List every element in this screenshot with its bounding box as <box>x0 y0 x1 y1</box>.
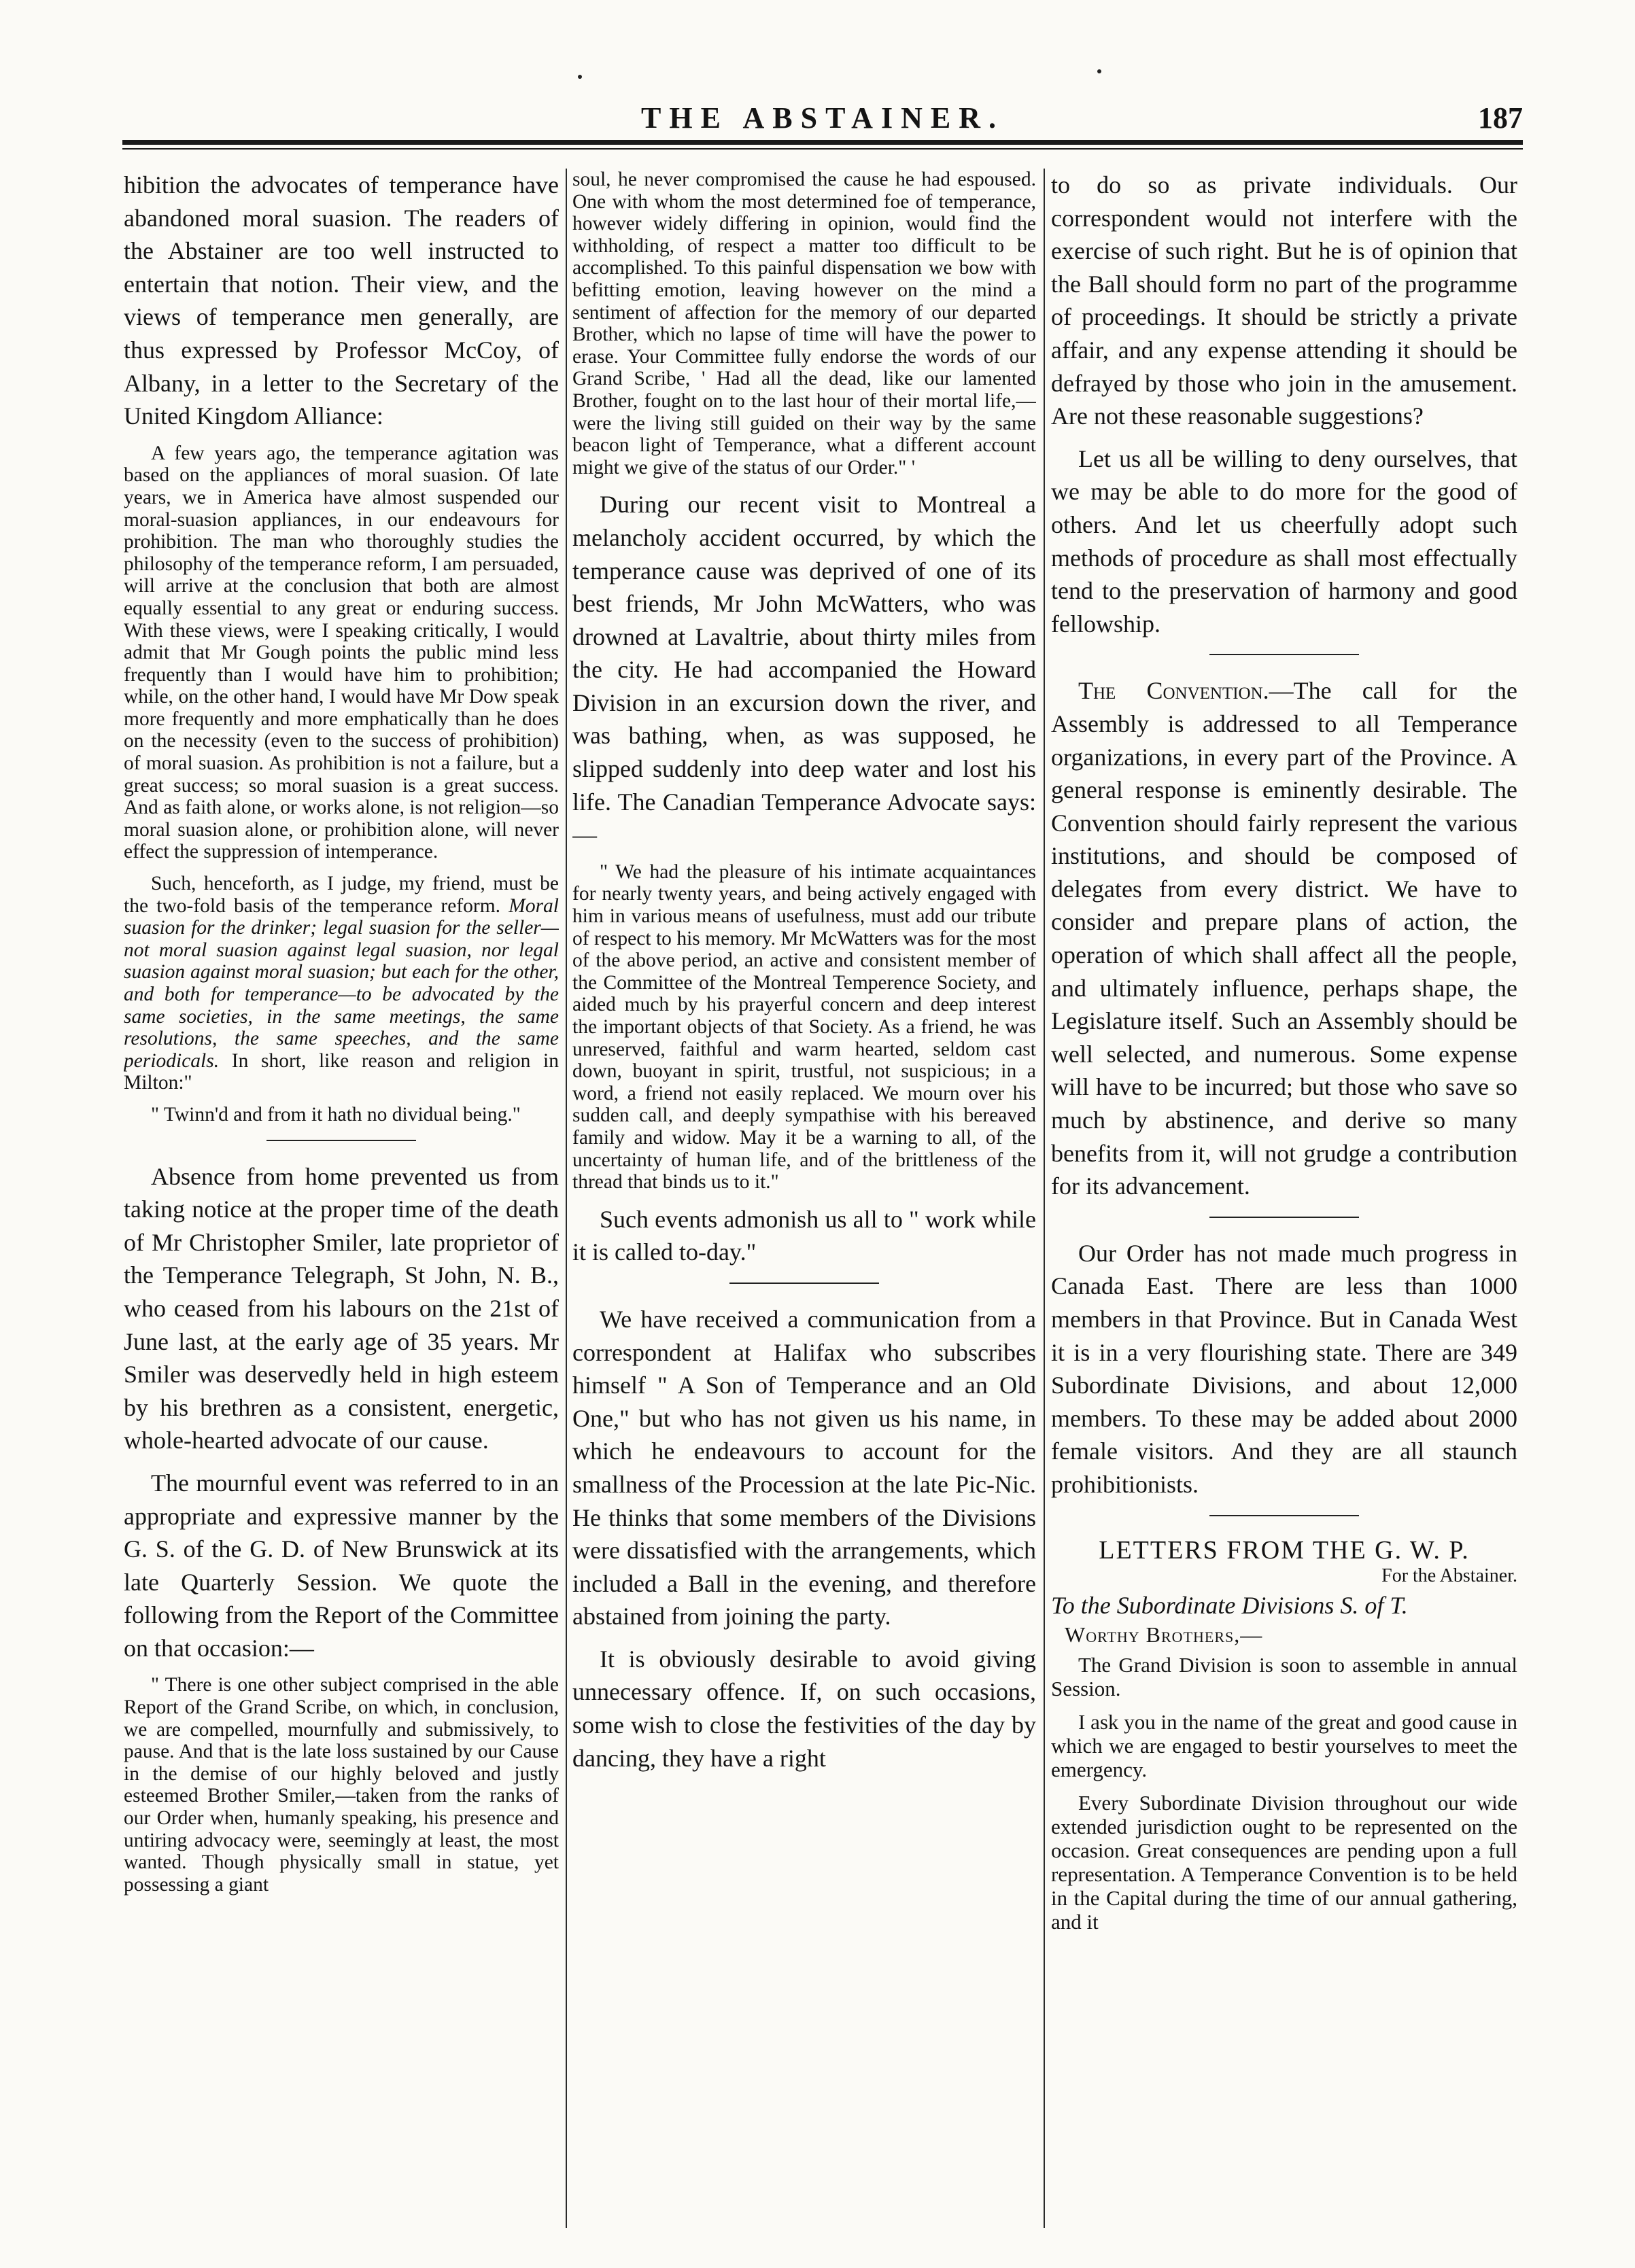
article-paragraph: Such events admonish us all to " work while it is called to-day." <box>572 1205 1036 1266</box>
section-separator <box>1209 654 1359 655</box>
column-divider <box>1044 169 1045 2228</box>
convention-heading: The Convention. <box>1078 677 1269 705</box>
column-divider <box>566 169 567 2228</box>
page-header <box>122 95 1523 150</box>
quote-text: Such, henceforth, as I judge, my friend, must be the two-fold basis of the temperance reform. <box>124 873 559 917</box>
section-separator <box>1209 1515 1359 1516</box>
column-1 <box>124 169 559 2228</box>
canada-east-article: Our Order has not made much progress in Canada East. There are less than 1000 members in that Province. But in Canada West it is in a very flourishing state. There are 349 Subordinate Divisions, and about 12,000 members. To these may be added about 2000 female visitors. And they are all staunch prohibitionists. <box>1051 1239 1517 1498</box>
header-rule-thin <box>122 148 1523 150</box>
running-title: THE ABSTAINER. <box>641 101 1004 135</box>
quote-text: In short, like reason and religion in Milton:" <box>124 1049 559 1094</box>
letter-paragraph: Every Subordinate Division throughout our wide extended jurisdiction ought to be represented on the occasion. Great consequences are pending upon a full representation. A Temperance Convention is to be held in the Capital during the time of our annual gathering, and it <box>1051 1790 1517 1934</box>
article-paragraph: The mournful event was referred to in an appropriate and expressive manner by the G. S. of the G. D. of New Brunswick at its late Quarterly Session. We quote the following from the Report of the Committee on that occasion:— <box>124 1469 559 1662</box>
letter-paragraph: The Grand Division is soon to assemble in annual Session. <box>1051 1652 1517 1700</box>
for-the-abstainer-line: For the Abstainer. <box>1381 1565 1517 1586</box>
committee-report-quote: " There is one other subject comprised in the able Report of the Grand Scribe, on which, in conclusion, we are compelled, mournfully and submissively, to pause. And that is the late loss sustained by our Cause in the demise of our highly beloved and justly esteemed Brother Smiler,—taken from the ranks of our Order when, humanly speaking, his presence and untiring advocacy were, seemingly at least, the most wanted. Though physically small in statue, yet possessing a giant <box>124 1674 559 1896</box>
header-rule <box>122 140 1523 145</box>
quote-italic-text: Moral suasion for the drinker; legal suasion for the seller—not moral suasion against legal suasion, nor legal suasion against moral suasion; but each for the other, and both for temperance—to be advocated by the same societies, in the same meetings, the same resolutions, the same speeches, and the same periodicals. <box>124 894 559 1072</box>
print-speck <box>578 75 582 79</box>
article-paragraph: to do so as private individuals. Our correspondent would not interfere with the exercise of such right. But he is of opinion that the Ball should form no part of the programme of proceedings. It should be strictly a private affair, and any expense attending it should be defrayed by those who join in the amusement. Are not these reasonable suggestions? <box>1051 171 1517 430</box>
article-paragraph: hibition the advocates of temperance have abandoned moral suasion. The readers of the Abstainer are too well instructed to entertain that notion. Their view, and the views of temperance men generally, are thus expressed by Professor McCoy, of Albany, in a letter to the Secretary of the United Kingdom Alliance: <box>124 171 559 430</box>
halifax-communication: We have received a communication from a correspondent at Halifax who subscribes himself " A Son of Temperance and an Old One," but who has not given us his name, in which he endeavours to account for the smallness of the Procession at the late Pic-Nic. He thinks that some members of the Divisions were dissatisfied with the arrangements, which included a Ball in the evening, and therefore abstained from joining the party. <box>572 1305 1036 1630</box>
page-number: 187 <box>1478 101 1523 135</box>
article-paragraph: It is obviously desirable to avoid giving unnecessary offence. If, on such occasions, some wish to close the festivities of the day by dancing, they have a right <box>572 1645 1036 1772</box>
letter-addressee: To the Subordinate Divisions S. of T. <box>1051 1591 1408 1619</box>
column-3 <box>1051 169 1517 2228</box>
committee-report-quote-continued: soul, he never compromised the cause he had espoused. One with whom the most determined foe of temperance, however widely differing in opinion, would find the withholding, of respect a matter too difficult to be accomplished. To this painful dispensation we bow with befitting emotion, leaving however on the mind a sentiment of affection for the memory of our departed Brother, which no lapse of time will have the power to erase. Your Committee fully endorse the words of our Grand Scribe, ' Had all the dead, like our lamented Brother, fought on to the last hour of their mortal life,—were the living still guided on their way by the same beacon light of Temperance, what a different account might we give of the status of our Order." ' <box>572 169 1036 478</box>
convention-article <box>1051 674 1517 1203</box>
advocate-quote: " We had the pleasure of his intimate acquaintances for nearly twenty years, and being actively engaged with him in various means of usefulness, must add our tribute of respect to his memory. Mr McWatters was for the most of the above period, an active and consistent member of the Committee of the Montreal Temperence Society, and aided much by his prayerful concern and deep interest the important objects of that Society. As a friend, he was unreserved, faithful and warm hearted, seldom cast down, buoyant in spirit, trustful, not suspicious; in a word, a friend not easily replaced. We mourn over his sudden call, and deeply sympathise with his bereaved family and widow. May it be a warning to all, of the uncertainty of human life, and of the brittleness of the thread that binds us to it." <box>572 860 1036 1193</box>
quoted-letter-continued <box>124 873 559 1094</box>
milton-quote: " Twinn'd and from it hath no dividual being." <box>151 1103 521 1126</box>
print-speck <box>1097 69 1101 73</box>
column-2 <box>572 169 1036 2228</box>
letter-salutation: Worthy Brothers,— <box>1065 1622 1263 1647</box>
section-separator <box>729 1283 879 1284</box>
article-paragraph: Let us all be willing to deny ourselves, that we may be able to do more for the good of others. And let us cheerfully adopt such methods of procedure as shall most effectually tend to the preservation of harmony and good fellowship. <box>1051 444 1517 638</box>
convention-text: —The call for the Assembly is addressed to all Temperance organizations, in every part of the Province. A general response is eminently desirable. The Convention should fairly represent the various institutions, and should be composed of delegates from every district. We have to consider and prepare plans of action, the operation of which shall affect all the people, and ultimately influence, perhaps shape, the Legislature itself. Such an Assembly should be well selected, and numerous. Some expense will have to be incurred; but those who save so much by abstinence, and derive so many benefits from it, will not grudge a contribution for its advancement. <box>1051 677 1517 1200</box>
section-separator <box>1209 1217 1359 1218</box>
section-separator <box>266 1140 416 1141</box>
letter-paragraph: I ask you in the name of the great and good cause in which we are engaged to bestir yourselves to meet the emergency. <box>1051 1709 1517 1781</box>
letters-heading: LETTERS FROM THE G. W. P. <box>1099 1535 1470 1565</box>
mcwatters-article: During our recent visit to Montreal a melancholy accident occurred, by which the temperance cause was deprived of one of its best friends, Mr John McWatters, who was drowned at Lavaltrie, about thirty miles from the city. He had accompanied the Howard Division in an excursion down the river, and was bathing, when, as was supposed, he slipped suddenly into deep water and lost his life. The Canadian Temperance Advocate says:— <box>572 491 1036 849</box>
quoted-letter: A few years ago, the temperance agitation was based on the appliances of moral suasion. Of late years, we in America have almost suspended our moral-suasion appliances, in our endeavours for prohibition. The man who thoroughly studies the philosophy of the temperance reform, I am persuaded, will arrive at the conclusion that both are almost equally essential to any great or enduring success. With these views, were I speaking critically, I would admit that Mr Gough points the public mind less frequently than I would have him to prohibition; while, on the other hand, I would have Mr Dow speak more frequently and more emphatically than he does on the necessity (even to the success of prohibition) of moral suasion. As prohibition is not a failure, but a great success; so moral suasion is a great success. And as faith alone, or works alone, is not religion—so moral suasion alone, or prohibition alone, will never effect the suppression of intemperance. <box>124 442 559 863</box>
smiler-obituary: Absence from home prevented us from taking notice at the proper time of the death of Mr Christopher Smiler, late proprietor of the Temperance Telegraph, St John, N. B., who ceased from his labours on the 21st of June last, at the early age of 35 years. Mr Smiler was deservedly held in high esteem by his brethren as a consistent, energetic, whole-hearted advocate of our cause. <box>124 1162 559 1454</box>
